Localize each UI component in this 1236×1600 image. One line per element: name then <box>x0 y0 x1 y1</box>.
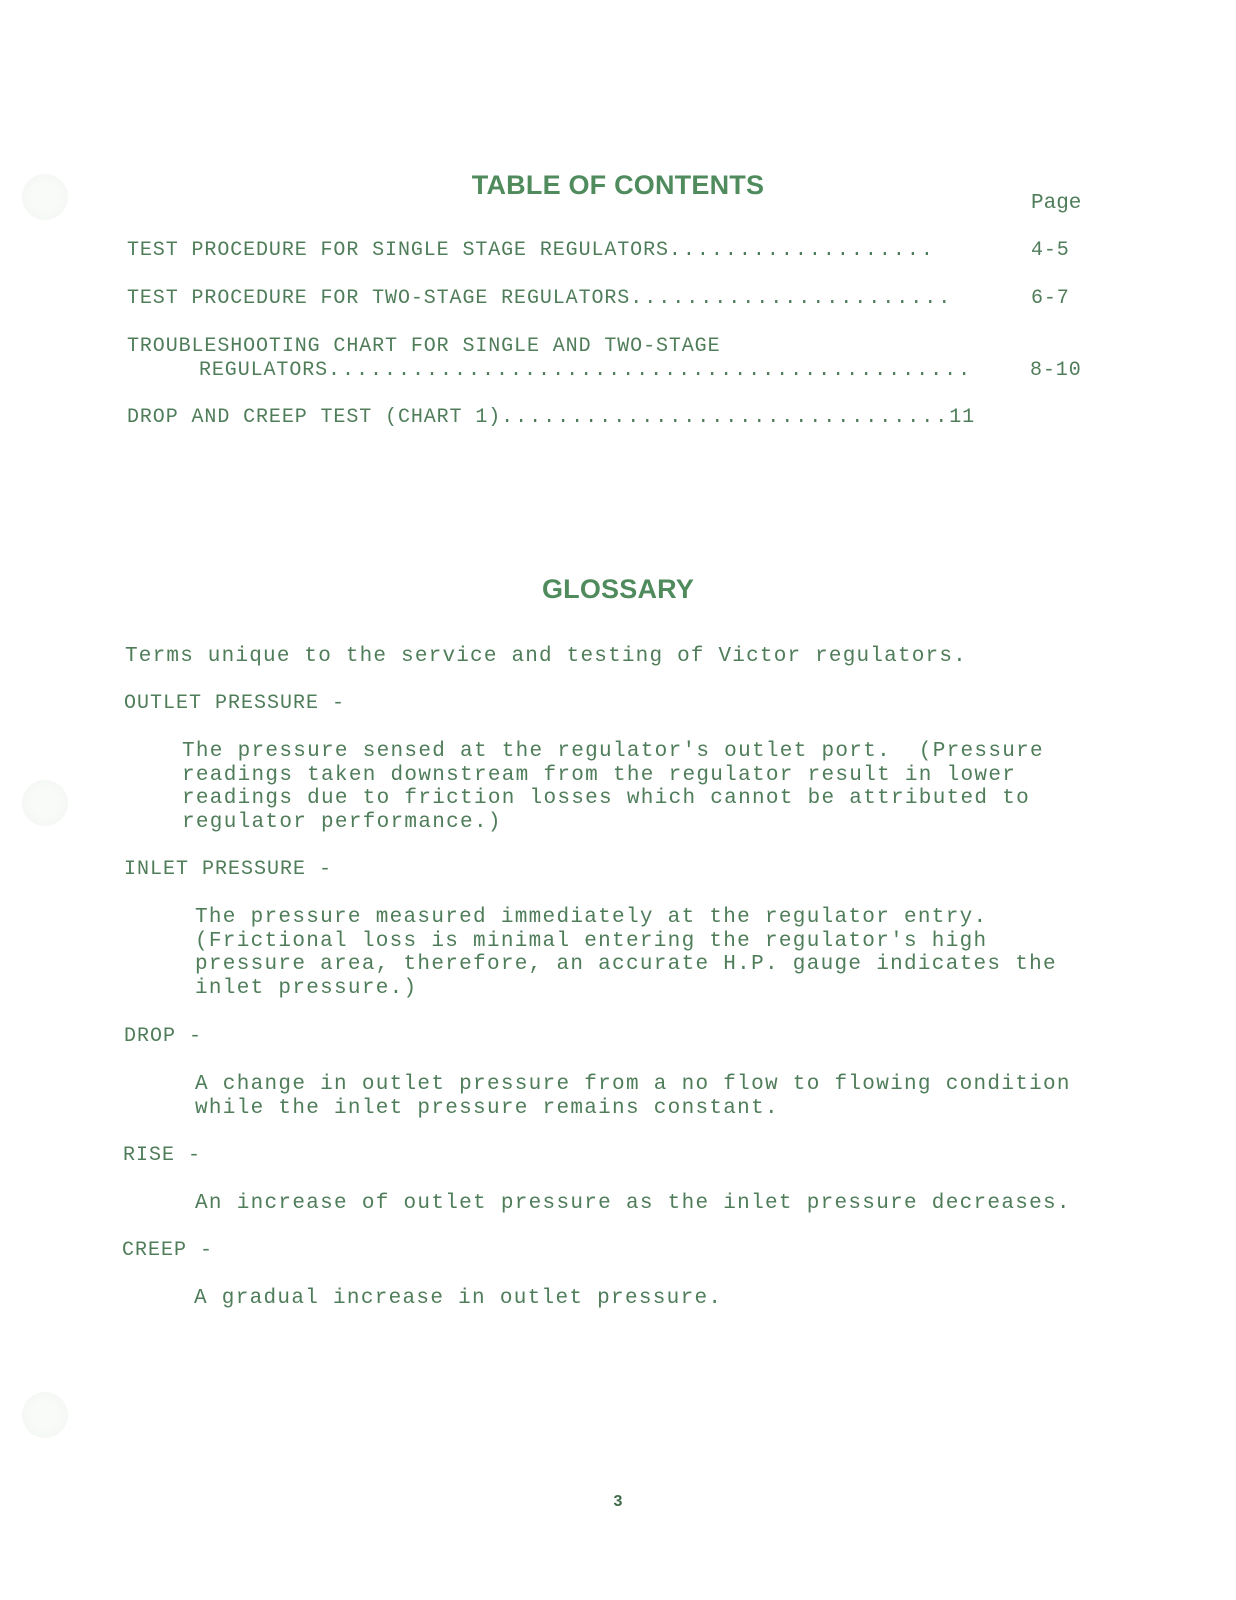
glossary-term: INLET PRESSURE - <box>124 858 333 881</box>
toc-entry-leader: ....................... <box>630 287 953 310</box>
toc-entry-title: DROP AND CREEP TEST (CHART 1) <box>127 406 502 429</box>
toc-entry-page: 8-10 <box>1030 359 1082 382</box>
punch-hole-bottom <box>22 1392 68 1438</box>
toc-entry[interactable] <box>127 287 1087 310</box>
toc-entry[interactable] <box>127 406 1087 429</box>
toc-entry-leader: ................... <box>668 239 935 262</box>
toc-entry-leader: ................................ <box>501 406 950 429</box>
toc-entry-page: 6-7 <box>1031 287 1070 310</box>
punch-hole-middle <box>22 780 68 826</box>
glossary-definition: The pressure measured immediately at the regulator entry. (Frictional loss is minimal entering the regulator's high pressure area, therefore, an accurate H.P. gauge indicates the inlet pressure.) <box>195 906 1057 1000</box>
toc-entry-title-line2: REGULATORS <box>199 359 329 382</box>
toc-entry[interactable] <box>127 335 1087 358</box>
toc-entry-page: 11 <box>949 406 976 429</box>
toc-entry-continuation[interactable] <box>199 359 1089 382</box>
glossary-definition: An increase of outlet pressure as the inlet pressure decreases. <box>195 1192 1071 1215</box>
toc-entry-page: 4-5 <box>1031 239 1070 262</box>
toc-entry[interactable] <box>127 239 1087 262</box>
glossary-definition: A gradual increase in outlet pressure. <box>194 1287 723 1310</box>
glossary-term: CREEP - <box>122 1239 214 1262</box>
page-number: 3 <box>613 1493 623 1510</box>
glossary-definition: A change in outlet pressure from a no flow to flowing condition while the inlet pressure remains constant. <box>195 1073 1071 1120</box>
toc-entry-leader: .............................................. <box>328 359 973 382</box>
toc-entry-title: TEST PROCEDURE FOR SINGLE STAGE REGULATORS <box>127 239 669 262</box>
toc-entry-title-line1: TROUBLESHOOTING CHART FOR SINGLE AND TWO-STAGE <box>127 335 721 358</box>
glossary-definition: The pressure sensed at the regulator's outlet port. (Pressure readings taken downstream from the regulator result in lower readings due to friction losses which cannot be attributed to regulator performance.) <box>182 740 1044 834</box>
toc-page-column-label: Page <box>1031 192 1082 215</box>
glossary-intro: Terms unique to the service and testing of Victor regulators. <box>125 645 967 668</box>
glossary-heading: GLOSSARY <box>541 574 695 604</box>
toc-heading: TABLE OF CONTENTS <box>471 170 765 200</box>
glossary-term: OUTLET PRESSURE - <box>124 692 346 715</box>
glossary-term: RISE - <box>123 1144 202 1167</box>
toc-entry-title: TEST PROCEDURE FOR TWO-STAGE REGULATORS <box>127 287 631 310</box>
glossary-term: DROP - <box>124 1025 203 1048</box>
